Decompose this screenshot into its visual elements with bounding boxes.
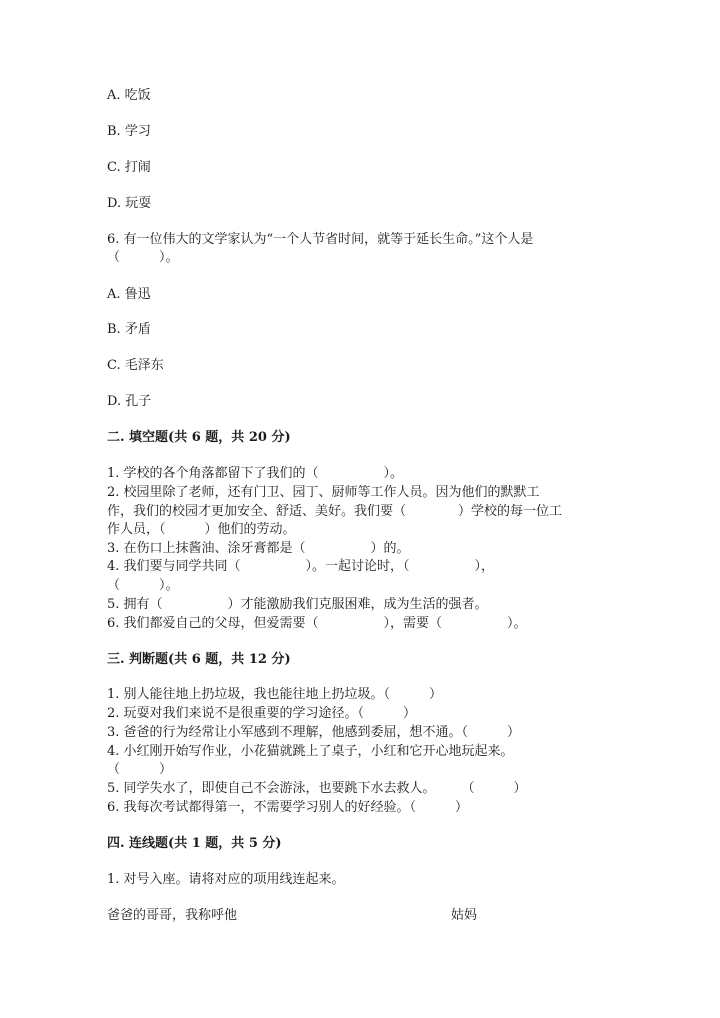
section4-title: 四. 连线题(共 1 题，共 5 分) — [107, 836, 282, 851]
fill-q2-line2: 作，我们的校园才更加安全、舒适、美好。我们要（ ）学校的每一位工 — [107, 504, 563, 519]
match-left-item-1: 爸爸的哥哥，我称呼他 — [107, 908, 238, 923]
q5-option-a: A. 吃饭 — [107, 88, 151, 103]
judge-q1: 1. 别人能往地上扔垃圾，我也能往地上扔垃圾。（ ） — [107, 687, 443, 702]
q5-option-c: C. 打闹 — [107, 160, 151, 175]
fill-q2-line1: 2. 校园里除了老师，还有门卫、园丁、厨师等工作人员。因为他们的默默工 — [107, 485, 540, 500]
match-right-item-1: 姑妈 — [451, 908, 478, 923]
judge-q5: 5. 同学失水了，即使自己不会游泳，也要跳下水去救人。 （ ） — [107, 781, 527, 796]
q5-option-d: D. 玩耍 — [107, 196, 152, 211]
judge-q6: 6. 我每次考试都得第一，不需要学习别人的好经验。（ ） — [107, 800, 469, 815]
q6-option-a: A. 鲁迅 — [107, 287, 151, 302]
fill-q4-line1: 4. 我们要与同学共同（ ）。一起讨论时，（ ）， — [107, 559, 495, 574]
fill-q6: 6. 我们都爱自己的父母，但爱需要（ ），需要（ ）。 — [107, 616, 527, 631]
fill-q1: 1. 学校的各个角落都留下了我们的（ ）。 — [107, 466, 404, 481]
q6-question-line1: 6. 有一位伟大的文学家认为“一个人节省时间，就等于延长生命。”这个人是 — [107, 232, 534, 247]
section3-title: 三. 判断题(共 6 题，共 12 分) — [107, 652, 291, 667]
fill-q2-line3: 作人员，（ ）他们的劳动。 — [107, 522, 296, 537]
judge-q2: 2. 玩耍对我们来说不是很重要的学习途径。（ ） — [107, 706, 417, 721]
section2-title: 二. 填空题(共 6 题，共 20 分) — [107, 430, 291, 445]
judge-q4-line2: （ ） — [107, 762, 173, 777]
q6-question-line2: （ ）。 — [107, 250, 179, 265]
fill-q5: 5. 拥有（ ）才能激励我们克服困难，成为生活的强者。 — [107, 597, 488, 612]
fill-q3: 3. 在伤口上抹酱油、涂牙膏都是（ ）的。 — [107, 541, 410, 556]
judge-q4-line1: 4. 小红刚开始写作业，小花猫就跳上了桌子，小红和它开心地玩起来。 — [107, 744, 514, 759]
q6-option-c: C. 毛泽东 — [107, 358, 164, 373]
q6-option-d: D. 孔子 — [107, 394, 152, 409]
fill-q4-line2: （ ）。 — [107, 578, 179, 593]
match-q1: 1. 对号入座。请将对应的项用线连起来。 — [107, 872, 345, 887]
judge-q3: 3. 爸爸的行为经常让小军感到不理解，他感到委屈，想不通。（ ） — [107, 725, 521, 740]
q5-option-b: B. 学习 — [107, 124, 151, 139]
q6-option-b: B. 矛盾 — [107, 322, 151, 337]
